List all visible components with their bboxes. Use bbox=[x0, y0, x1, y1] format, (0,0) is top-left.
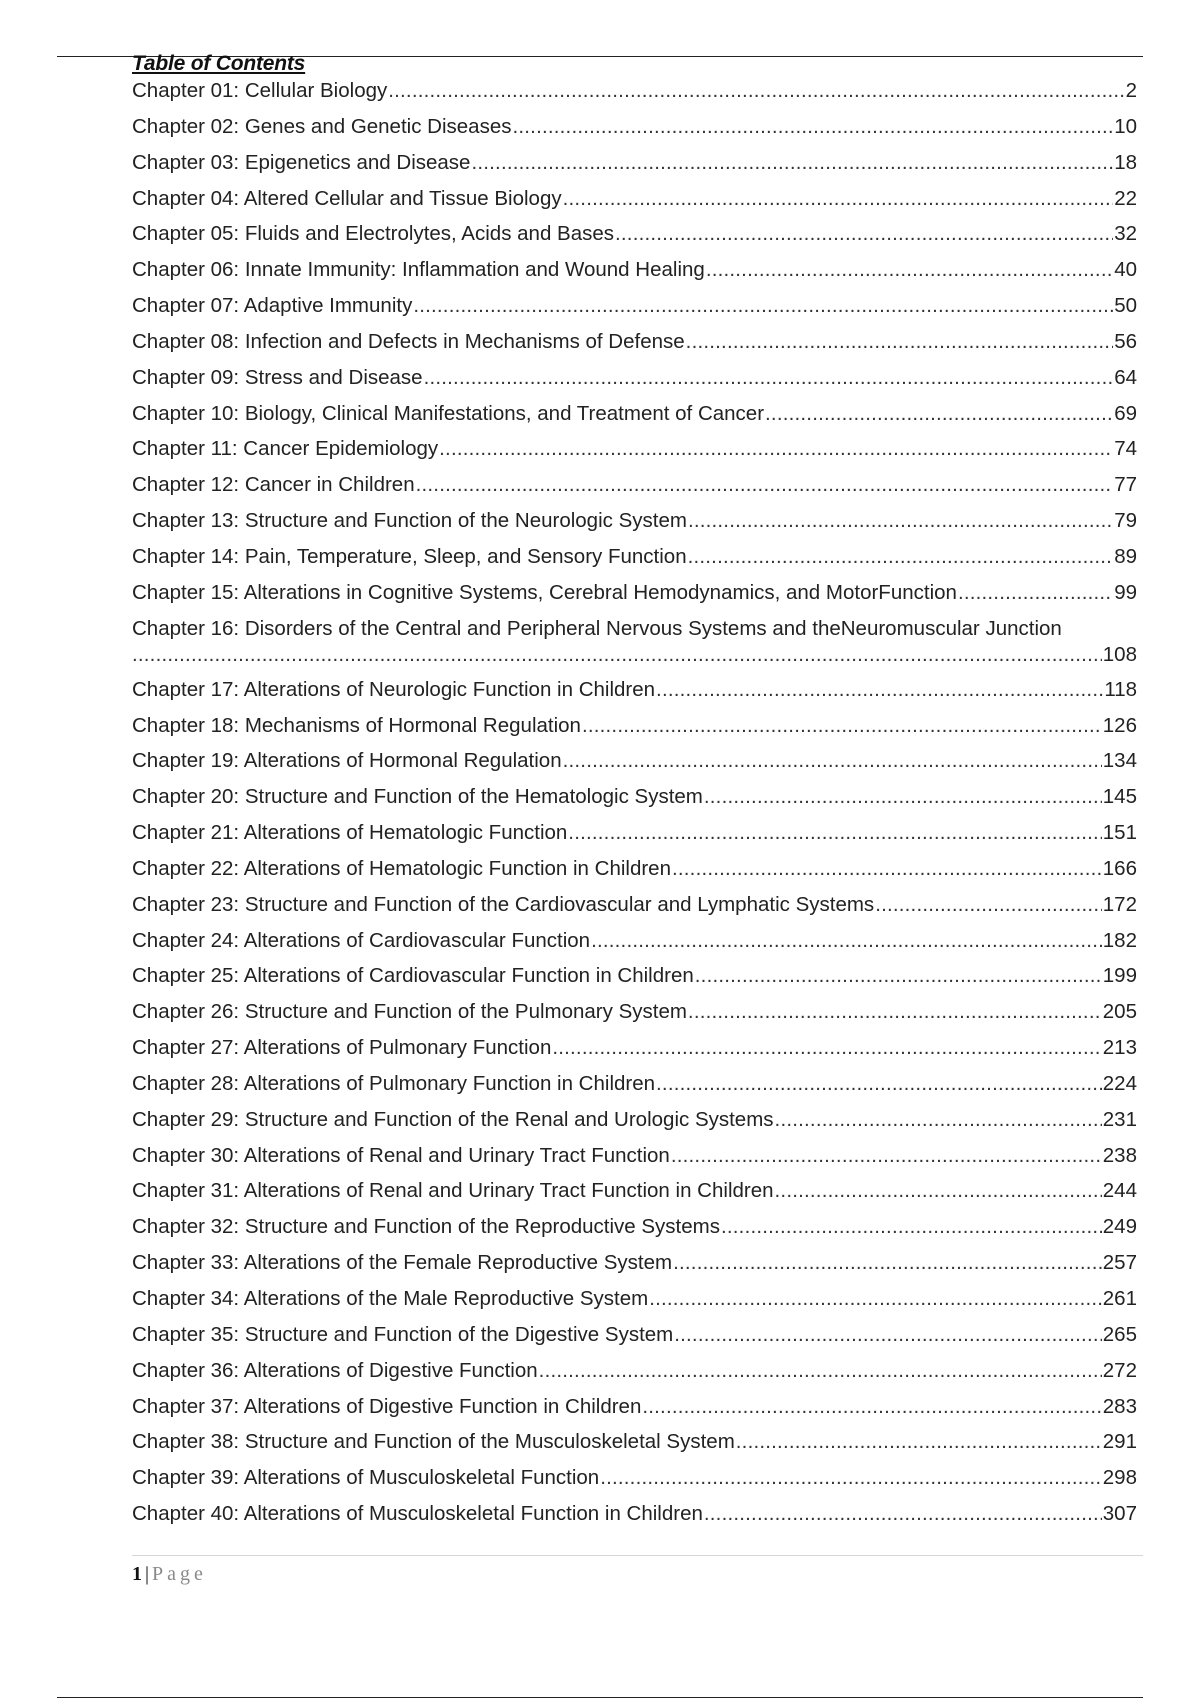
toc-entry-title: Chapter 02: Genes and Genetic Diseases bbox=[132, 114, 512, 138]
dot-leader bbox=[568, 820, 1101, 846]
dot-leader bbox=[673, 1250, 1102, 1276]
dot-leader bbox=[552, 1035, 1101, 1061]
dot-leader bbox=[704, 1501, 1102, 1527]
dot-leader bbox=[765, 401, 1113, 427]
toc-entry-title: Chapter 08: Infection and Defects in Mechanisms of Defense bbox=[132, 329, 685, 353]
toc-entry[interactable] bbox=[132, 1394, 1137, 1430]
dot-leader bbox=[416, 472, 1114, 498]
toc-entry-page-number: 257 bbox=[1102, 1251, 1137, 1275]
toc-heading: Table of Contents bbox=[132, 52, 306, 75]
toc-entry-page-number: 79 bbox=[1114, 509, 1137, 533]
toc-entry[interactable] bbox=[132, 1358, 1137, 1394]
toc-entry-page-number: 50 bbox=[1114, 294, 1137, 318]
toc-entry-page-number: 265 bbox=[1102, 1322, 1137, 1346]
toc-entry[interactable] bbox=[132, 580, 1137, 616]
toc-entry-title: Chapter 04: Altered Cellular and Tissue Biology bbox=[132, 186, 562, 210]
toc-entry-page-number: 22 bbox=[1114, 186, 1137, 210]
dot-leader bbox=[471, 150, 1113, 176]
toc-entry[interactable] bbox=[132, 293, 1137, 329]
toc-entry-title: Chapter 27: Alterations of Pulmonary Function bbox=[132, 1036, 552, 1060]
toc-entry-page-number: 307 bbox=[1102, 1502, 1137, 1526]
toc-entry[interactable] bbox=[132, 1214, 1137, 1250]
toc-entry[interactable] bbox=[132, 401, 1137, 437]
toc-entry[interactable] bbox=[132, 856, 1137, 892]
toc-entry-page-number: 231 bbox=[1102, 1107, 1137, 1131]
dot-leader bbox=[388, 78, 1124, 104]
dot-leader bbox=[958, 580, 1113, 606]
dot-leader bbox=[688, 544, 1114, 570]
toc-entry[interactable] bbox=[132, 78, 1137, 114]
toc-entry-page-number: 224 bbox=[1102, 1071, 1137, 1095]
toc-entry[interactable] bbox=[132, 1143, 1137, 1179]
toc-entry-title: Chapter 01: Cellular Biology bbox=[132, 79, 388, 102]
toc-entry-title: Chapter 28: Alterations of Pulmonary Function in Children bbox=[132, 1071, 656, 1095]
dot-leader bbox=[688, 508, 1113, 534]
toc-entry-title: Chapter 31: Alterations of Renal and Urinary Tract Function in Children bbox=[132, 1179, 774, 1203]
toc-entry[interactable] bbox=[132, 892, 1137, 928]
toc-entry-page-number: 56 bbox=[1114, 329, 1137, 353]
dot-leader bbox=[649, 1286, 1102, 1312]
toc-entry-page-number: 74 bbox=[1114, 437, 1137, 461]
dot-leader bbox=[686, 329, 1114, 355]
dot-leader bbox=[775, 1178, 1102, 1204]
toc-entry[interactable] bbox=[132, 616, 1137, 677]
toc-entry[interactable] bbox=[132, 820, 1137, 856]
toc-entry[interactable] bbox=[132, 713, 1137, 749]
toc-entry[interactable] bbox=[132, 365, 1137, 401]
toc-entry-title: Chapter 38: Structure and Function of the Musculoskeletal System bbox=[132, 1430, 735, 1454]
toc-entry-page-number: 108 bbox=[1102, 642, 1137, 666]
toc-entry-page-number: 134 bbox=[1102, 749, 1137, 773]
page-footer bbox=[132, 1562, 207, 1586]
toc-entry[interactable] bbox=[132, 257, 1137, 293]
toc-entry-page-number: 238 bbox=[1102, 1143, 1137, 1167]
toc-entry[interactable] bbox=[132, 329, 1137, 365]
dot-leader bbox=[413, 293, 1113, 319]
toc-entry-page-number: 69 bbox=[1114, 401, 1137, 425]
toc-entry[interactable] bbox=[132, 1071, 1137, 1107]
toc-entry-title: Chapter 03: Epigenetics and Disease bbox=[132, 150, 471, 174]
toc-entry-page-number: 18 bbox=[1114, 150, 1137, 174]
toc-entry[interactable] bbox=[132, 784, 1137, 820]
toc-entry-title: Chapter 25: Alterations of Cardiovascular Function in Children bbox=[132, 964, 694, 988]
dot-leader bbox=[591, 928, 1102, 954]
dot-leader bbox=[642, 1394, 1101, 1420]
dot-leader bbox=[688, 999, 1102, 1025]
dot-leader bbox=[674, 1322, 1102, 1348]
dot-leader bbox=[424, 365, 1114, 391]
toc-entry[interactable] bbox=[132, 1107, 1137, 1143]
dot-leader bbox=[615, 221, 1113, 247]
toc-entry[interactable] bbox=[132, 748, 1137, 784]
toc-entry-title: Chapter 09: Stress and Disease bbox=[132, 365, 423, 389]
toc-entry-title: Chapter 23: Structure and Function of the Cardiovascular and Lymphatic Systems bbox=[132, 892, 875, 916]
toc-entry-page-number: 205 bbox=[1102, 1000, 1137, 1024]
toc-entry-title: Chapter 10: Biology, Clinical Manifestations, and Treatment of Cancer bbox=[132, 401, 765, 425]
toc-entry[interactable] bbox=[132, 436, 1137, 472]
toc-entry[interactable] bbox=[132, 1501, 1137, 1537]
dot-leader bbox=[439, 436, 1113, 462]
dot-leader bbox=[582, 713, 1102, 739]
toc-entry-page-number: 145 bbox=[1102, 785, 1137, 809]
toc-entry-page-number: 166 bbox=[1102, 856, 1137, 880]
toc-entry-title: Chapter 37: Alterations of Digestive Function in Children bbox=[132, 1394, 642, 1418]
toc-entry-page-number: 64 bbox=[1114, 365, 1137, 389]
toc-entry[interactable] bbox=[132, 472, 1137, 508]
toc-entry-title: Chapter 12: Cancer in Children bbox=[132, 473, 415, 497]
toc-entry[interactable] bbox=[132, 1465, 1137, 1501]
dot-leader bbox=[132, 642, 1102, 668]
dot-leader bbox=[875, 892, 1102, 918]
toc-entry-title: Chapter 11: Cancer Epidemiology bbox=[132, 437, 439, 461]
toc-entry[interactable] bbox=[132, 1429, 1137, 1465]
toc-entry-page-number: 272 bbox=[1102, 1358, 1137, 1382]
dot-leader bbox=[704, 784, 1102, 810]
toc-entry-page-number: 32 bbox=[1114, 222, 1137, 246]
dot-leader bbox=[656, 677, 1103, 703]
toc-entry-page-number: 10 bbox=[1114, 114, 1137, 138]
toc-entry-title: Chapter 29: Structure and Function of the Renal and Urologic Systems bbox=[132, 1107, 774, 1131]
footer-rule bbox=[132, 1555, 1143, 1556]
toc-entry-page-number: 89 bbox=[1114, 544, 1137, 568]
toc-entry-title: Chapter 20: Structure and Function of the Hematologic System bbox=[132, 785, 703, 809]
toc-entry-title: Chapter 30: Alterations of Renal and Urinary Tract Function bbox=[132, 1143, 670, 1167]
footer-page-label: Page bbox=[152, 1563, 207, 1585]
dot-leader bbox=[736, 1429, 1102, 1455]
dot-leader bbox=[600, 1465, 1102, 1491]
toc-list bbox=[132, 78, 1137, 1537]
toc-entry-page-number: 261 bbox=[1102, 1287, 1137, 1310]
toc-entry-title: Chapter 26: Structure and Function of the Pulmonary System bbox=[132, 1000, 687, 1024]
dot-leader bbox=[695, 963, 1102, 989]
toc-entry-page-number: 182 bbox=[1102, 928, 1137, 952]
toc-entry-page-number: 291 bbox=[1102, 1430, 1137, 1454]
toc-entry[interactable] bbox=[132, 1035, 1137, 1071]
dot-leader bbox=[672, 856, 1102, 882]
toc-entry[interactable] bbox=[132, 221, 1137, 257]
toc-entry-title: Chapter 36: Alterations of Digestive Function bbox=[132, 1358, 538, 1382]
toc-entry-wrap-line bbox=[132, 642, 1137, 668]
toc-entry-title: Chapter 06: Innate Immunity: Inflammation and Wound Healing bbox=[132, 258, 705, 282]
dot-leader bbox=[706, 257, 1113, 283]
dot-leader bbox=[721, 1214, 1102, 1240]
toc-entry[interactable] bbox=[132, 508, 1137, 544]
toc-entry-title: Chapter 32: Structure and Function of the Reproductive Systems bbox=[132, 1215, 720, 1239]
toc-entry[interactable] bbox=[132, 1286, 1137, 1322]
dot-leader bbox=[563, 186, 1114, 212]
toc-entry-page-number: 298 bbox=[1102, 1466, 1137, 1490]
toc-entry-page-number: 249 bbox=[1102, 1215, 1137, 1239]
toc-entry[interactable] bbox=[132, 928, 1137, 964]
dot-leader bbox=[671, 1143, 1102, 1169]
toc-entry-page-number: 99 bbox=[1114, 580, 1137, 604]
dot-leader bbox=[539, 1358, 1102, 1384]
toc-entry-title: Chapter 13: Structure and Function of the Neurologic System bbox=[132, 509, 687, 533]
toc-entry-title: Chapter 39: Alterations of Musculoskeletal Function bbox=[132, 1466, 600, 1490]
toc-entry-page-number: 2 bbox=[1125, 79, 1137, 102]
toc-entry-title: Chapter 24: Alterations of Cardiovascular Function bbox=[132, 928, 591, 952]
toc-entry[interactable] bbox=[132, 963, 1137, 999]
toc-entry-title: Chapter 14: Pain, Temperature, Sleep, and Sensory Function bbox=[132, 544, 687, 568]
toc-entry-page-number: 151 bbox=[1102, 821, 1137, 845]
toc-entry-title: Chapter 21: Alterations of Hematologic Function bbox=[132, 821, 568, 845]
toc-entry[interactable] bbox=[132, 1178, 1137, 1214]
toc-entry-title: Chapter 19: Alterations of Hormonal Regulation bbox=[132, 749, 562, 773]
toc-entry-page-number: 199 bbox=[1102, 964, 1137, 988]
dot-leader bbox=[512, 114, 1113, 140]
toc-entry-page-number: 283 bbox=[1102, 1394, 1137, 1418]
toc-entry-title: Chapter 40: Alterations of Musculoskeletal Function in Children bbox=[132, 1502, 703, 1526]
toc-entry-title: Chapter 05: Fluids and Electrolytes, Acids and Bases bbox=[132, 222, 615, 246]
toc-entry-page-number: 40 bbox=[1114, 258, 1137, 282]
toc-entry-title: Chapter 18: Mechanisms of Hormonal Regulation bbox=[132, 713, 581, 737]
toc-entry-title: Chapter 16: Disorders of the Central and Peripheral Nervous Systems and theNeuromuscular Junction bbox=[132, 616, 1062, 640]
toc-entry[interactable] bbox=[132, 114, 1137, 150]
toc-entry[interactable] bbox=[132, 544, 1137, 580]
dot-leader bbox=[775, 1107, 1102, 1133]
toc-entry-title: Chapter 22: Alterations of Hematologic Function in Children bbox=[132, 856, 671, 880]
dot-leader bbox=[563, 748, 1102, 774]
toc-entry-title: Chapter 17: Alterations of Neurologic Function in Children bbox=[132, 677, 656, 701]
toc-entry-page-number: 77 bbox=[1114, 473, 1137, 497]
toc-entry-page-number: 126 bbox=[1102, 713, 1137, 737]
toc-entry[interactable] bbox=[132, 1250, 1137, 1286]
toc-entry-title: Chapter 34: Alterations of the Male Reproductive System bbox=[132, 1287, 649, 1310]
footer-page-number: 1 bbox=[132, 1563, 142, 1585]
toc-entry-title: Chapter 07: Adaptive Immunity bbox=[132, 294, 413, 318]
toc-entry-title: Chapter 33: Alterations of the Female Reproductive System bbox=[132, 1251, 673, 1275]
bottom-page-rule bbox=[57, 1697, 1143, 1698]
toc-entry-page-number: 244 bbox=[1102, 1179, 1137, 1203]
toc-entry-page-number: 172 bbox=[1102, 892, 1137, 916]
dot-leader bbox=[656, 1071, 1102, 1097]
toc-entry[interactable] bbox=[132, 186, 1137, 222]
toc-entry[interactable] bbox=[132, 677, 1137, 713]
toc-entry-page-number: 118 bbox=[1104, 677, 1137, 701]
toc-entry-page-number: 213 bbox=[1102, 1036, 1137, 1060]
toc-entry-title: Chapter 15: Alterations in Cognitive Systems, Cerebral Hemodynamics, and MotorFunction bbox=[132, 580, 957, 604]
toc-entry[interactable] bbox=[132, 999, 1137, 1035]
toc-entry[interactable] bbox=[132, 150, 1137, 186]
toc-entry[interactable] bbox=[132, 1322, 1137, 1358]
toc-entry-title: Chapter 35: Structure and Function of the Digestive System bbox=[132, 1322, 674, 1346]
footer-separator: | bbox=[145, 1563, 150, 1585]
